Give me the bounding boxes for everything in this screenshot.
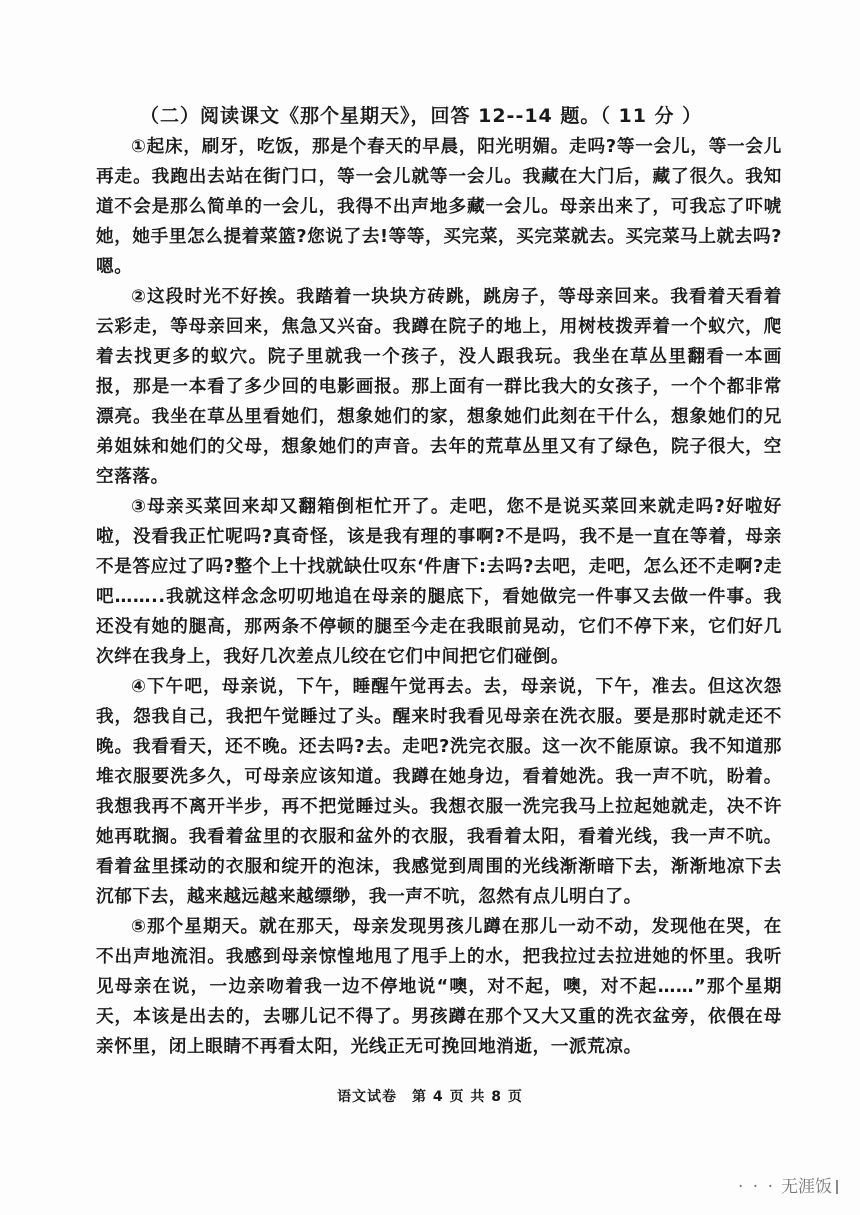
watermark [738,1172,838,1197]
paragraph-5: ⑤那个星期天。就在那天，母亲发现男孩儿蹲在那儿一动不动，发现他在哭，在不出声地流泪。我感到母亲惊惶地甩了甩手上的水，把我拉过去拉进她的怀里。我听见母亲在说，一边亲吻着我一边不停地说“噢，对不起，噢，对不起……”那个星期天，本该是出去的，去哪儿记不得了。男孩蹲在那个又大又重的洗衣盆旁，依偎在母亲怀里，闭上眼睛不再看太阳，光线正无可挽回地消逝，一派荒凉。 [96,917,782,1057]
watermark-text: 无涯饭 [781,1177,832,1197]
paragraph-2: ②这段时光不好挨。我踏着一块块方砖跳，跳房子，等母亲回来。我看着天看着云彩走，等母亲回来，焦急又兴奋。我蹲在院子的地上，用树枝拨弄着一个蚁穴，爬着去找更多的蚁穴。院子里就我一个孩子，没人跟我玩。我坐在草丛里翻看一本画报，那是一本看了多少回的电影画报。那上面有一群比我大的女孩子，一个个都非常漂亮。我坐在草丛里看她们，想象她们的家，想象她们此刻在干什么，想象她们的兄弟姐妹和她们的父母，想象她们的声音。去年的荒草丛里又有了绿色，院子很大，空空落落。 [96,287,782,487]
watermark-bar-icon [836,1180,838,1194]
paragraph-4: ④下午吧，母亲说，下午，睡醒午觉再去。去，母亲说，下午，准去。但这次怨我，怨我自己，我把午觉睡过了头。醒来时我看见母亲在洗衣服。要是那时就走还不晚。我看看天，还不晚。还去吗?去。走吧?洗完衣服。这一次不能原谅。我不知道那堆衣服要洗多久，可母亲应该知道。我蹲在她身边，看着她洗。我一声不吭，盼着。我想我再不离开半步，再不把觉睡过头。我想衣服一洗完我马上拉起她就走，决不许她再耽搁。我看着盆里的衣服和盆外的衣服，我看着太阳，看着光线，我一声不吭。看着盆里揉动的衣服和绽开的泡沫，我感觉到周围的光线渐渐暗下去，渐渐地凉下去沉郁下去，越来越远越来越缥缈，我一声不吭，忽然有点儿明白了。 [96,677,782,907]
page-footer: 语文试卷 第 4 页 共 8 页 [337,1089,523,1105]
watermark-dots: · · · [737,1177,775,1197]
passage [96,132,782,1062]
paragraph-3: ③母亲买菜回来却又翻箱倒柜忙开了。走吧，您不是说买菜回来就走吗?好啦好啦，没看我正忙呢吗?真奇怪，该是我有理的事啊?不是吗，我不是一直在等着，母亲不是答应过了吗?整个上十找就缺仕叹东‘件唐下:去吗?去吧，走吧，怎么还不走啊?走吧……..我就这样念念叨叨地追在母亲的腿底下，看她做完一件事又去做一件事。我还没有她的腿高，那两条不停顿的腿至今走在我眼前晃动，它们不停下来，它们好几次绊在我身上，我好几次差点儿绞在它们中间把它们碰倒。 [96,497,782,667]
paragraph-1: ①起床，刷牙，吃饭，那是个春天的早晨，阳光明媚。走吗?等一会儿，等一会儿再走。我跑出去站在街门口，等一会儿就等一会儿。我藏在大门后，藏了很久。我知道不会是那么简单的一会儿，我得不出声地多藏一会儿。母亲出来了，可我忘了吓唬她，她手里怎么提着菜篮?您说了去!等等，买完菜，买完菜就去。买完菜马上就去吗?嗯。 [96,137,782,277]
section-heading: （二）阅读课文《那个星期天》，回答 12--14 题。（ 11 分 ） [140,105,703,127]
